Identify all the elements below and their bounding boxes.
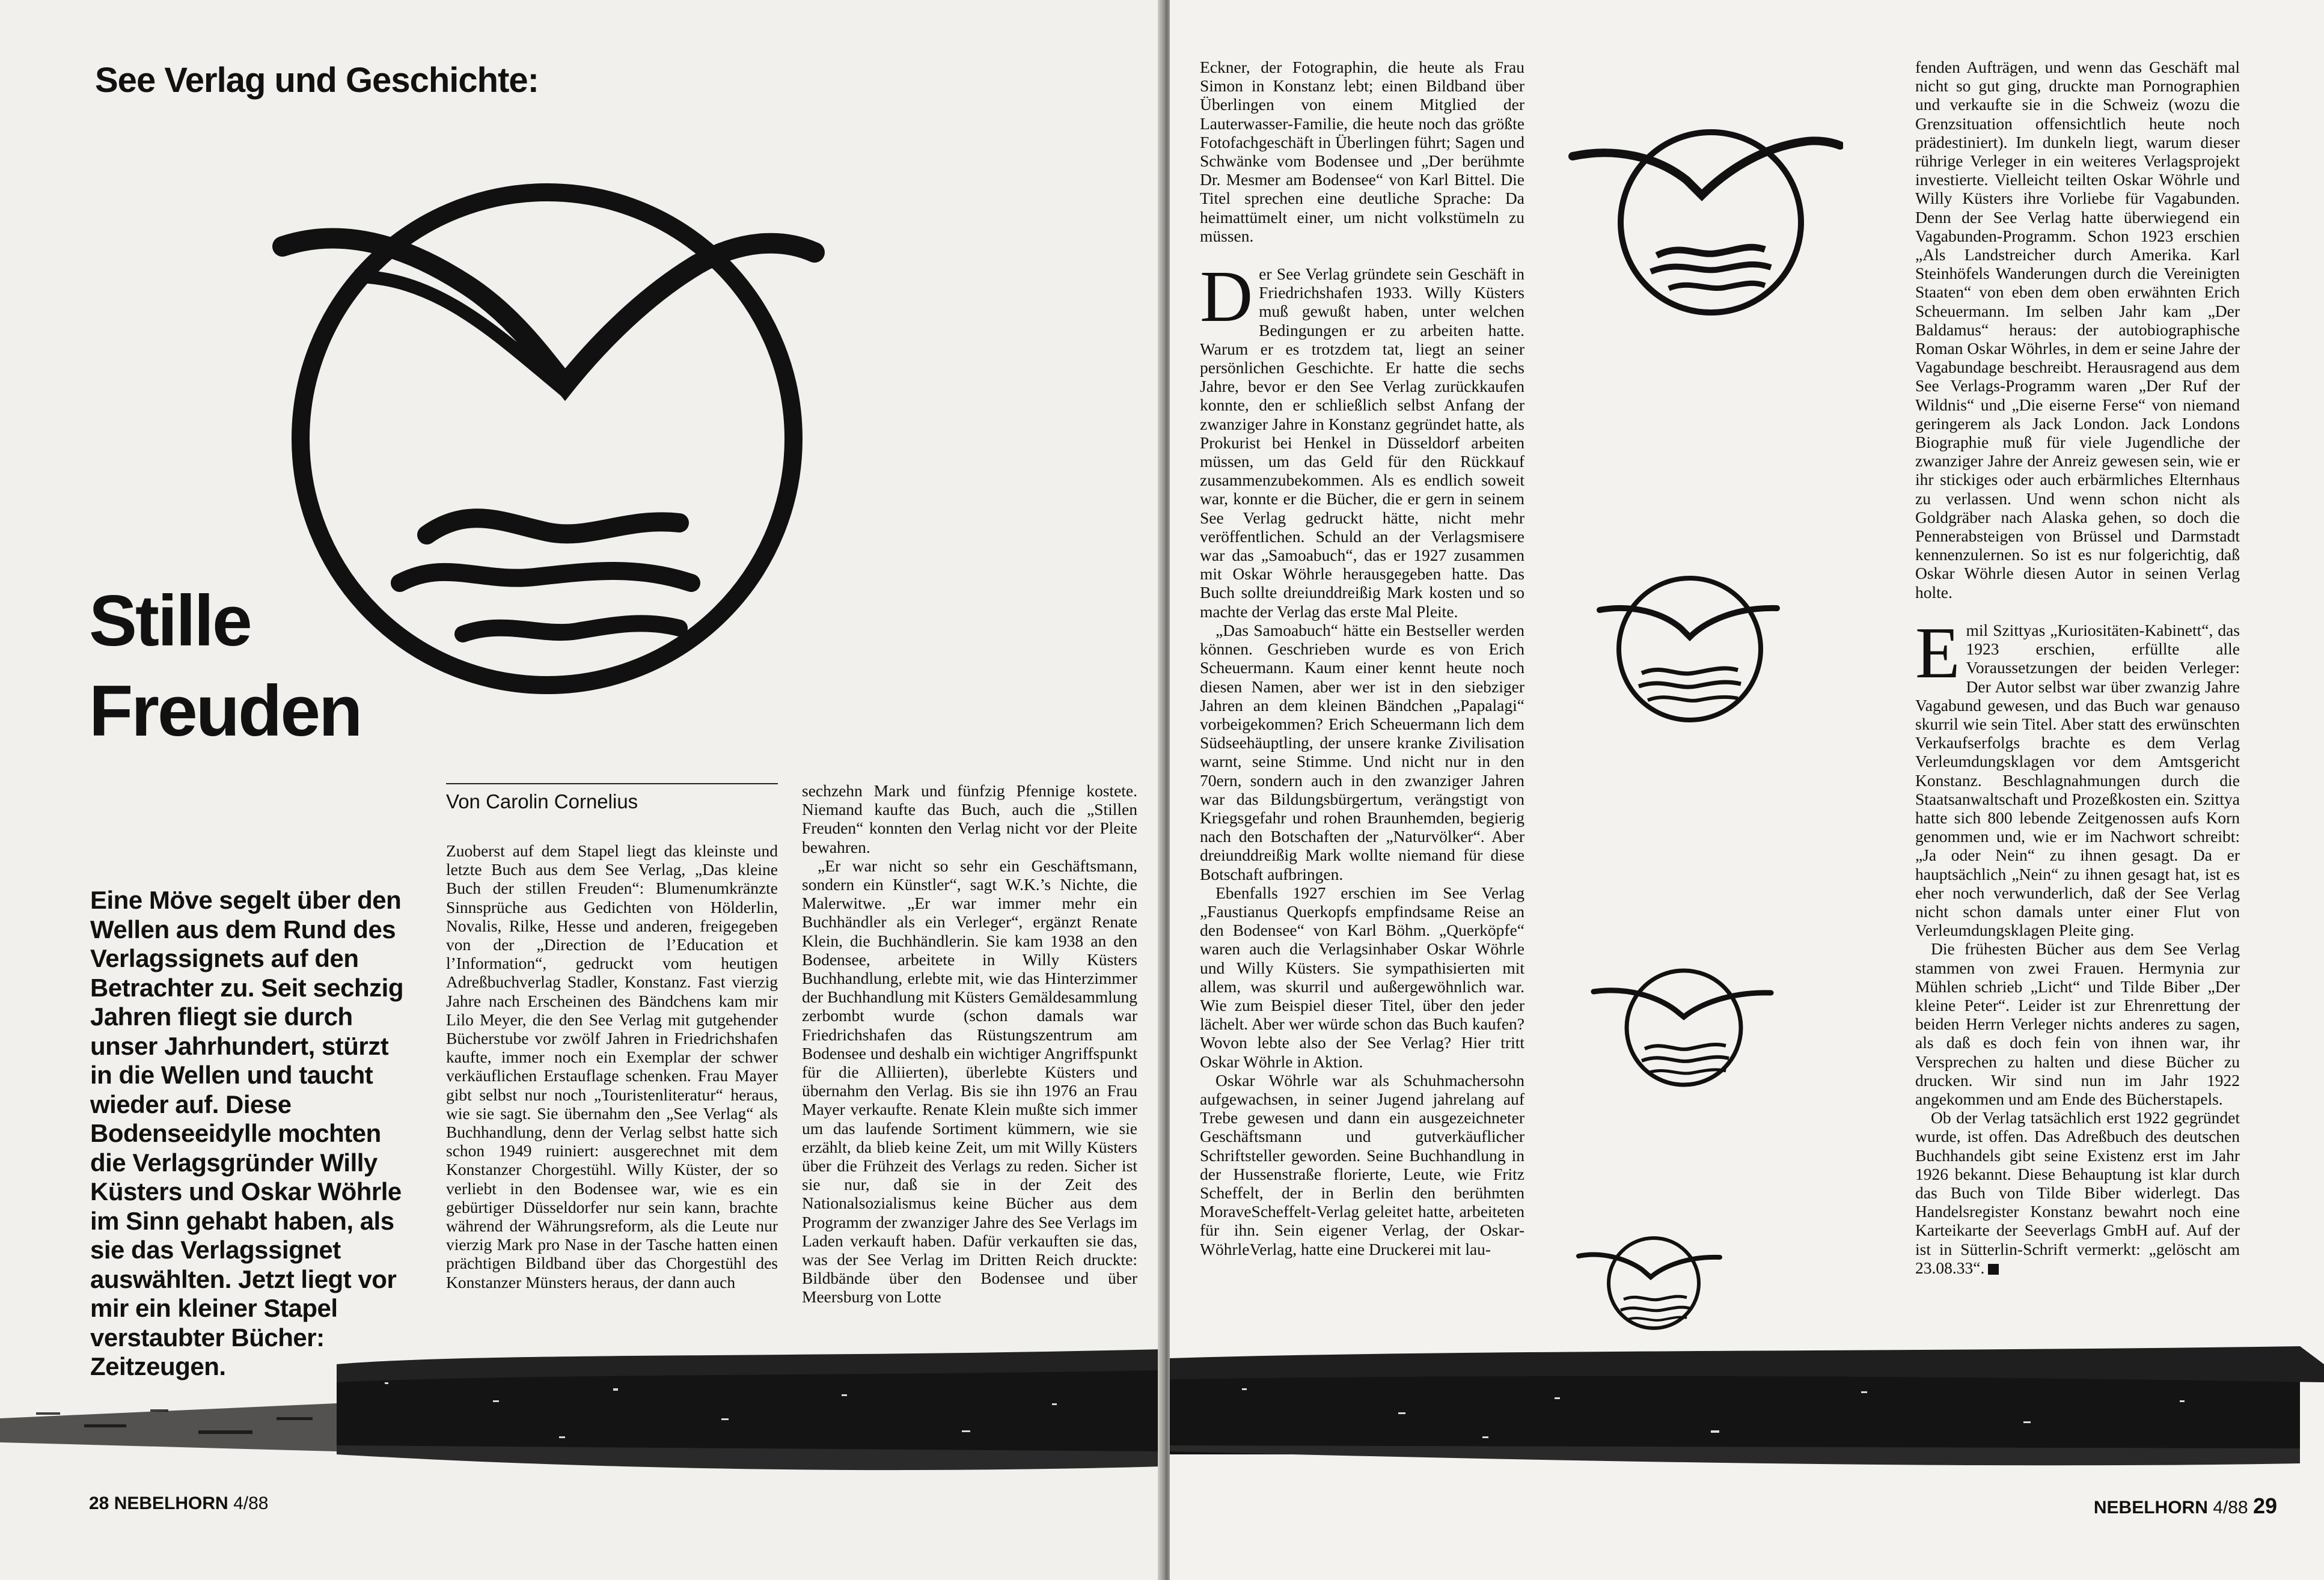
byline: Von Carolin Cornelius <box>446 783 778 813</box>
ink-brush-stroke-icon <box>0 1346 1161 1490</box>
footer-issue: 4/88 <box>233 1493 269 1513</box>
column-2-para-2: „Er war nicht so sehr ein Geschäftsmann, sondern ein Künstler“, sagt W.K.’s Nichte, die Malerwitwe. „Er war immer mehr ein Buchhändler als ein Verleger“, ergänzt Renate Klein, die Buchhändlerin. Sie kam 1938 an den Bodensee, arbeitete in Willy Küsters Buchhandlung, erlebte mit, wie das Hinterzimmer der Buchhandlung mit Küsters Gemäldesammlung zerbombt wurde (schon damals war Friedrichshafen das Rüstungszentrum am Bodensee und deshalb ein wichtiger Angriffspunkt für die Alliierten), überlebte Küsters und übernahm den Verlag. Bis sie ihn 1976 an Frau Mayer verkaufte. Renate Klein mußte sich immer um das laufende Sortiment kümmern, wie sie erzählt, da blieb keine Zeit, um mit Willy Küsters über die Frühzeit des Verlags zu reden. Sicher ist sie nur, daß sie in der Zeit des Nationalsozialismus keine Bücher aus dem Programm der zwanziger Jahre des See Verlags im Laden verkauft haben. Dafür verkauften sie das, was der See Verlag im Dritten Reich druckte: Bildbände über den Bodensee und über Meersburg von Lotte <box>802 856 1137 1307</box>
footer-magazine: NEBELHORN <box>2093 1498 2208 1517</box>
column-1 <box>446 841 778 1292</box>
footer-magazine: NEBELHORN <box>114 1493 228 1513</box>
column-3 <box>1200 58 1524 1258</box>
column-1-para-1: Zuoberst auf dem Stapel liegt das kleinste und letzte Buch aus dem See Verlag, „Das kleine Buch der stillen Freuden“: Blumenumkränzte Sinnsprüche aus Gedichten von Hölderlin, Novalis, Rilke, Hesse und anderen, freigegeben von der „Direction de l’Education et l’Information“, gedruckt vom heutigen Adreßbuchverlag Stadler, Konstanz. Fast vierzig Jahre nach Erscheinen des Bändchens kam mir Lilo Meyer, die den See Verlag mit gutgehender Bücherstube vor zwölf Jahren in Friedrichshafen kaufte, immer noch ein Exemplar der schwer verkäuflichen Erstauflage schenken. Frau Mayer gibt selbst nur noch „Touristenliteratur“ heraus, wie sie sagt. Sie übernahm den „See Verlag“ als Buchhandlung, denn der Verlag selbst hatte sich schon 1949 ruiniert: ausgerechnet mit dem Konstanzer Chorgestühl. Willy Küster, der so verliebt in den Bodensee war, wie es ein gebürtiger Düsseldorfer nur sein kann, brachte während der Währungsreform, als die Leute nur vierzig Mark pro Nase in der Tasche hatten einen prächtigen Bildband über das Chorgestühl des Konstanzer Münsters heraus, der dann auch <box>446 841 778 1292</box>
column-3-para-top: Eckner, der Fotographin, die heute als Frau Simon in Konstanz lebt; einen Bildband über Überlingen von einem Mitglied der Lauterwasser-Familie, die heute noch das größte Fotofachgeschäft in Überlingen führt; Sagen und Schwänke vom Bodensee und „Der berühmte Dr. Mesmer am Bodensee“ von Karl Bittel. Die Titel sprechen eine deutliche Sprache: Da heimattümelt einer, um nicht volkstümeln zu müssen. <box>1200 58 1524 245</box>
column-3-para-4: Oskar Wöhrle war als Schuhmachersohn aufgewachsen, in seiner Jugend jahrelang auf Trebe gewesen und dann ein ausgezeichneter Geschäftsmann und gutverkäuflicher Schriftsteller geworden. Seine Buchhandlung in der Hussenstraße florierte, Leute, wie Fritz Scheffelt, der in Berlin den berühmten MoraveScheffelt-Verlag geleitet hatte, arbeiteten für ihn. Sein eigener Verlag, der Oskar-WöhrleVerlag, hatte eine Druckerei mit lau- <box>1200 1070 1524 1258</box>
right-page <box>1170 0 2324 1580</box>
column-4 <box>1915 58 2240 1277</box>
column-4-para-top: fenden Aufträgen, und wenn das Geschäft mal nicht so gut ging, druckte man Pornographien und verkaufte sie in die Schweiz (wozu die Grenzsituation offensichtlich heute noch prädestiniert). Im dunkeln liegt, warum dieser rührige Verleger in ein weiteres Verlagsprojekt investierte. Vielleicht teilten Oskar Wöhrle und Willy Küsters ihre Vorliebe für Vagabunden. Denn der See Verlag hatte überwiegend ein Vagabunden-Programm. Schon 1923 erschien „Als Landstreicher durch Amerika. Karl Steinhöfels Wanderungen durch die Vereinigten Staaten“ von eben dem oben erwähnten Erich Scheuermann. Im selben Jahr kam „Der Baldamus“ heraus: der autobiographische Roman Oskar Wöhrles, in dem er seine Jahre der Vagabundage beschreibt. Herausragend aus dem See Verlags-Programm waren „Der Ruf der Wildnis“ und „Die eiserne Ferse“ von niemand geringerem als Jack London. Jack Londons Biographie muß für viele Jugendliche der zwanziger Jahre der Anreiz gewesen sein, wie er ihr stickiges oder auch erbärmliches Elternhaus zu verlassen. Und wenn schon nicht als Goldgräber nach Alaska gehen, so doch die Pennerabsteigen von Brüssel und Darmstadt kennenzulernen. So ist es nur folgerichtig, daß Oskar Wöhrle diesen Autor in seinen Verlag holte. <box>1915 58 2240 602</box>
seagull-logo-3-icon <box>1585 950 1783 1088</box>
footer-left <box>89 1493 268 1514</box>
footer-issue: 4/88 <box>2213 1498 2248 1517</box>
column-4-para-3-text: Ob der Verlag tatsächlich erst 1922 gegründet wurde, ist offen. Das Adreßbuch des deutschen Buchhandels gibt seine Existenz erst im Jahr 1926 bekannt. Diese Behauptung ist klar durch das Buch von Tilde Biber widerlegt. Das Handelsregister Konstanz bewahrt noch eine Karteikarte der Seeverlags GmbH auf. Auf der ist in Sütterlin-Schrift vermerkt: „gelöscht am 23.08.33“. <box>1915 1108 2240 1277</box>
left-page <box>0 0 1161 1580</box>
seagull-logo-1-icon <box>1567 96 1843 325</box>
seagull-logo-4-icon <box>1567 1220 1747 1334</box>
footer-page-number: 29 <box>2252 1493 2277 1518</box>
column-2-para-1: sechzehn Mark und fünfzig Pfennige kostete. Niemand kaufte das Buch, auch die „Stillen Freuden“ konnten den Verlag nicht vor der Pleite bewahren. <box>802 781 1137 856</box>
column-3-para-3: Ebenfalls 1927 erschien im See Verlag „Faustianus Querkopfs empfindsame Reise an den Bodensee“ von Karl Böhm. „Querköpfe“ waren auch die Verlagsinhaber Oskar Wöhrle und Willy Küsters. Sie sympathisierten mit allem, was skurril und außergewöhnlich war. Wie zum Beispiel dieser Titel, über den jeder lächelt. Aber wer würde schon das Buch kaufen? Wovon lebte also der See Verlag? Hier tritt Oskar Wöhrle in Aktion. <box>1200 883 1524 1071</box>
ink-brush-stroke-right-icon <box>1170 1346 2324 1490</box>
headline-line-1: Stille <box>89 581 251 661</box>
column-4-para-2: Die frühesten Bücher aus dem See Verlag stammen von zwei Frauen. Hermynia zur Mühlen schrieb „Licht“ und Tilde Biber „Der kleine Peter“. Leider ist zur Ehrenrettung der beiden Herrn Verleger nichts anderes zu sagen, als daß es doch fein von ihnen war, ihr Versprechen zu halten und diese Bücher zu drucken. Wir sind nun im Jahr 1922 angekommen und am Ende des Bücherstapels. <box>1915 939 2240 1108</box>
dropcap-d: D <box>1200 256 1253 338</box>
column-3-para-1-text: er See Verlag gründete sein Geschäft in Friedrichshafen 1933. Willy Küsters muß gewußt haben, unter welchen Bedingungen er zu arbeiten hatte. Warum er es trotzdem tat, liegt an seiner persönlichen Geschichte. Er hatte die sechs Jahre, bevor er den See Verlag zurückkaufen konnte, den er schließlich selbst Anfang der zwanziger Jahre in Konstanz gegründet hatte, als Prokurist bei Henkel in Düsseldorf arbeiten müssen, um das Geld für den Rückkauf zusammenzubekommen. Als es endlich soweit war, konnte er die Bücher, die er gern in seinem See Verlag gedruckt hätte, nicht mehr veröffentlichen. Schuld an der Verlagsmisere war das „Samoabuch“, das er 1927 zusammen mit Oskar Wöhrle herausgegeben hatte. Das Buch sollte dreiunddreißig Mark kosten und so machte der Verlag das erste Mal Pleite. <box>1200 264 1524 621</box>
seagull-logo-2-icon <box>1591 553 1789 727</box>
kicker: See Verlag und Geschichte: <box>95 61 539 100</box>
intro-text: Eine Möve segelt über den Wellen aus dem Rund des Verlagssignets auf den Betrachter zu. Seit sechzig Jahren fliegt sie durch unser Jahrhundert, stürzt in die Wellen und taucht wieder auf. Diese Bodenseeidylle mochten die Verlagsgründer Willy Küsters und Oskar Wöhrle im Sinn gehabt haben, als sie das Verlagssignet auswählten. Jetzt liegt vor mir ein kleiner Stapel verstaubter Bücher: Zeitzeugen. <box>90 886 403 1380</box>
headline <box>89 576 361 756</box>
column-4-para-1-text: mil Szittyas „Kuriositäten-Kabinett“, das 1923 erschien, erfüllte alle Voraussetzungen der beiden Verleger: Der Autor selbst war über zwanzig Jahre Vagabund gewesen, und das Buch war genauso skurril wie sein Titel. Aber statt des erwünschten Verkaufserfolgs brachte es dem Verlag Verleumdungsklagen vor dem Amtsgericht Konstanz. Beschlagnahmungen durch die Staatsanwaltschaft und Prozeßkosten ein. Szittya hatte sich 800 lebende Zeitgenossen aufs Korn genommen und, wie er im Nachwort schreibt: „Ja oder Nein“ zu ihnen gesagt. Da er hauptsächlich „Nein“ zu ihnen gesagt hat, ist es eher noch verwunderlich, daß der See Verlag nicht schon damals unter einer Flut von Verleumdungsklagen Pleite ging. <box>1915 620 2240 940</box>
headline-line-2: Freuden <box>89 671 361 751</box>
dropcap-e: E <box>1915 612 1960 694</box>
column-4-para-1 <box>1915 612 2240 940</box>
end-mark-icon <box>1988 1264 1999 1275</box>
column-2 <box>802 781 1137 1307</box>
footer-right <box>2094 1493 2277 1519</box>
column-3-para-2: „Das Samoabuch“ hätte ein Bestseller werden können. Geschrieben wurde es von Erich Scheuermann. Kaum einer kennt heute noch diesen Namen, aber wer ist in den siebziger Jahren an dem kleinen Bändchen „Papalagi“ vorbeigekommen? Erich Scheuermann lich dem Südseehäuptling, der unsere kranke Zivilisation warnt, seine Stimme. Und nicht nur in den 70ern, sondern auch in den zwanziger Jahren war das Bildungsbürgertum, verängstigt von Kriegsgefahr und rohen Braunhemden, begierig nach den Botschaften der „Naturvölker“. Aber dreiunddreißig Mark wollte niemand für diese Botschaft aufbringen. <box>1200 620 1524 883</box>
column-3-para-1 <box>1200 256 1524 621</box>
column-4-para-3 <box>1915 1108 2240 1277</box>
footer-page-number: 28 <box>89 1493 109 1513</box>
